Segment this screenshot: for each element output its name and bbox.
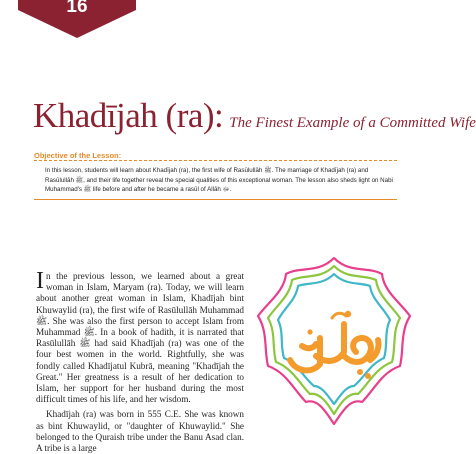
title-main: Khadījah (ra): <box>33 96 224 135</box>
lesson-number: 16 <box>66 0 88 17</box>
lesson-number-badge <box>18 0 136 38</box>
objective-bottom-rule <box>34 199 397 200</box>
objective-label: Objective of the Lesson: <box>34 151 122 160</box>
objective-divider <box>34 160 397 162</box>
body-paragraph-2: Khadījah (ra) was born in 555 C.E. She was known as bint Khuwaylid, or "daughter of Khuwaylid." She belonged to the Quraish tribe under the Banu Asad clan. A tribe is a large <box>36 409 244 454</box>
body-paragraph-1 <box>36 268 244 405</box>
khadijah-calligraphy-icon <box>250 252 418 430</box>
paragraph-1-text: n the previous lesson, we learned about a great woman in Islam, Maryam (ra). Today, we will learn about another great woman in Islam, Khadījah bint Khuwaylid (ra), the first wife of Rasūlullāh Muhammad ﷺ. She was also the first person to accept Islam from Muhammad ﷺ. In a book of hadith, it is narrated that Rasūlullāh ﷺ had said Khadījah (ra) was one of the four best women in the world. Rightfully, she was fondly called Khadījatul Kubrā, meaning "Khadījah the Great." Her greatness is a result of her dedication to Islam, her support for her husband during the most difficult times of his life, and her wisdom. <box>36 271 244 405</box>
body-text <box>36 268 244 454</box>
objective-text: In this lesson, students will learn about Khadījah (ra), the first wife of Rasūlullāh ﷺ. The marriage of Khadījah (ra) and Rasūlullāh ﷺ, and their life together reveal the special qualities of this exceptional woman. The lesson also sheds light on Nabi Muhammad's ﷺ life before and after he became a rasūl of Allāh ﷻ. <box>45 167 393 194</box>
lesson-title <box>33 96 476 136</box>
title-subtitle: The Finest Example of a Committed Wife <box>229 115 476 131</box>
drop-cap: I <box>36 268 44 294</box>
